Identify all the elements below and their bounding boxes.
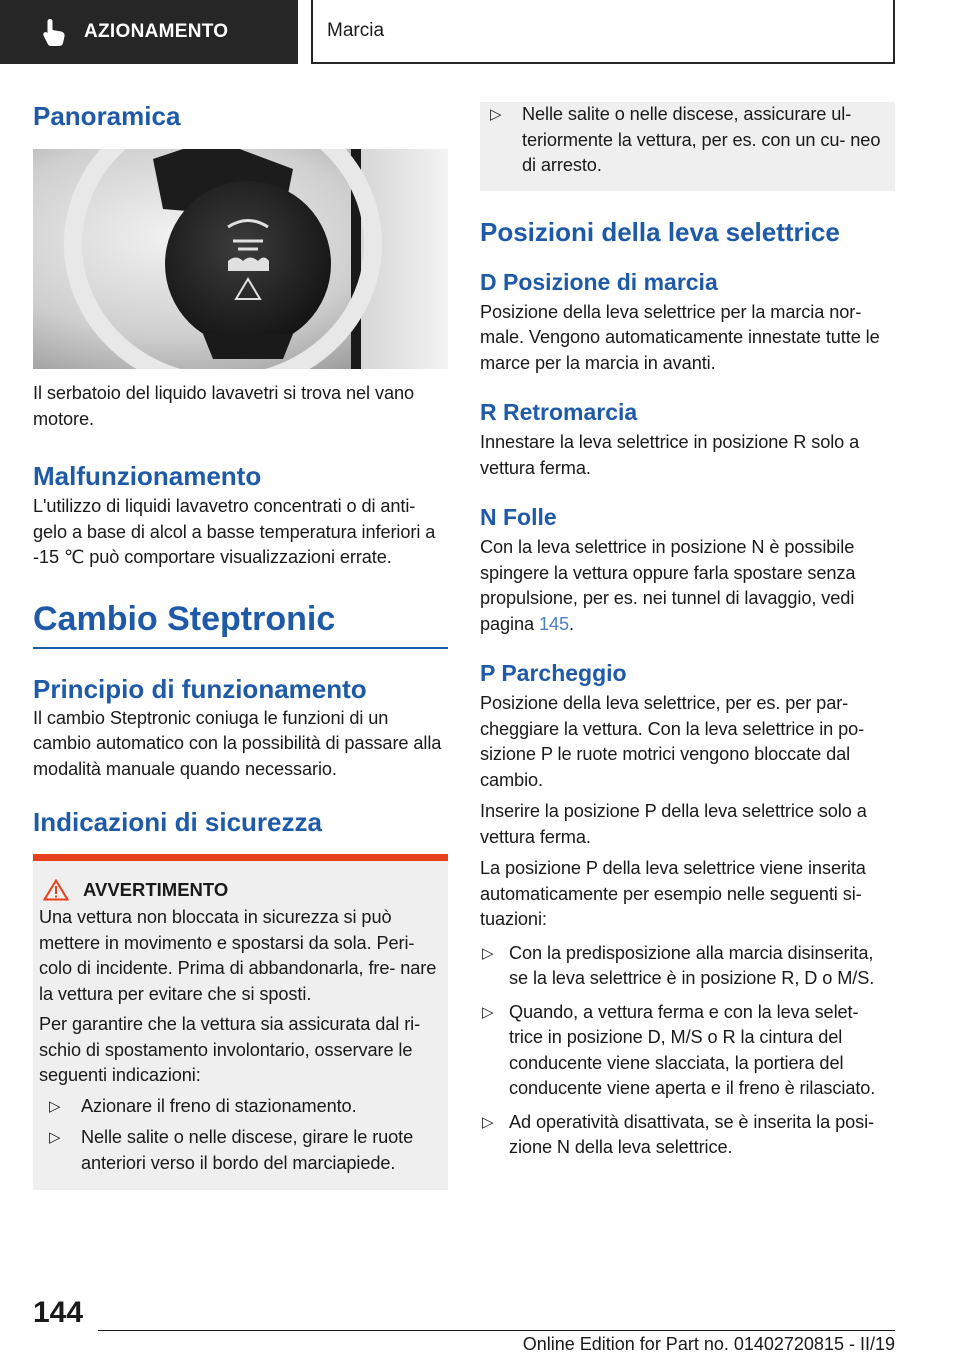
panoramica-text: Il serbatoio del liquido lavavetri si trova nel vano motore.	[33, 383, 414, 429]
heading-sicurezza: Indicazioni di sicurezza	[33, 807, 322, 837]
warning-text-2: Per garantire che la vettura sia assicurata dal ri- schio di spostamento involontario, osservare le seguenti indicazioni:	[39, 1014, 421, 1085]
heading-d: D Posizione di marcia	[480, 268, 718, 295]
chapter-underline	[33, 647, 448, 649]
list-item	[480, 1110, 895, 1161]
warning-box-continued	[480, 102, 895, 191]
p-bullet-3: Ad operatività disattivata, se è inserita la posi- zione N della leva selettrice.	[509, 1111, 875, 1157]
list-item	[39, 1094, 442, 1120]
p-bullet-2: Quando, a vettura ferma e con la leva selet- trice in posizione D, M/S o R la cintura del conducente viene slacciata, la portiera del conducente viene aperta e il freno è rilasciato.	[509, 1001, 876, 1098]
washer-reservoir-photo	[33, 149, 448, 369]
bullet-triangle-icon: ▷	[49, 1097, 61, 1115]
heading-r: R Retromarcia	[480, 399, 638, 425]
page-link-145[interactable]: 145	[538, 613, 570, 634]
n-text	[480, 535, 895, 637]
warning-triangle-icon	[43, 879, 69, 901]
heading-malfunzionamento: Malfunzionamento	[33, 461, 262, 491]
p-bullet-1: Con la predisposizione alla marcia disinserita, se la leva selettrice è in posizione R, D o M/S.	[509, 942, 875, 988]
principio-text: Il cambio Steptronic coniuga le funzioni di un cambio automatico con la possibilità di passare alla modalità manuale quando necessario.	[33, 707, 442, 779]
warning-header	[39, 879, 442, 901]
warning-bullet-1: Azionare il freno di stazionamento.	[81, 1095, 357, 1116]
list-item	[39, 1125, 442, 1176]
warning-bullet-2: Nelle salite o nelle discese, girare le ruote anteriori verso il bordo del marciapiede.	[81, 1127, 414, 1173]
list-item	[480, 1000, 895, 1102]
heading-panoramica: Panoramica	[33, 101, 181, 131]
heading-posizioni: Posizioni della leva selettrice	[480, 216, 840, 247]
malfunzionamento-text: L'utilizzo di liquidi lavavetro concentrati o di anti- gelo a base di alcol a basse temperatura inferiori a -15 ℃ può comportare visualizzazioni errate.	[33, 496, 436, 567]
hand-pointer-icon	[40, 17, 68, 47]
footer-divider	[98, 1330, 895, 1331]
footer-edition: Online Edition for Part no. 01402720815 - II/19	[522, 1334, 895, 1354]
list-item	[480, 941, 895, 992]
bullet-triangle-icon: ▷	[482, 1113, 494, 1131]
section-label: AZIONAMENTO	[84, 21, 229, 42]
left-column	[33, 100, 448, 1190]
bullet-triangle-icon: ▷	[49, 1129, 61, 1146]
bullet-triangle-icon: ▷	[490, 106, 502, 123]
r-text: Innestare la leva selettrice in posizione R solo a vettura ferma.	[480, 432, 860, 478]
warning-box	[33, 854, 448, 1190]
list-item	[480, 102, 887, 179]
chapter-title: Cambio Steptronic	[33, 599, 336, 638]
warning-bullet-3: Nelle salite o nelle discese, assicurare ul- teriormente la vettura, per es. con un cu- neo di arresto.	[522, 104, 881, 175]
p-text-1: Posizione della leva selettrice, per es. per par- cheggiare la vettura. Con la leva selettrice in po- sizione P le ruote motrici vengono bloccate dal cambio.	[480, 693, 865, 790]
d-text: Posizione della leva selettrice per la marcia nor- male. Vengono automaticamente innestate tutte le marce per la marcia in avanti.	[480, 301, 880, 373]
warning-label: AVVERTIMENTO	[83, 879, 229, 900]
heading-principio: Principio di funzionamento	[33, 673, 367, 704]
warning-top-bar	[33, 854, 448, 861]
n-text-main: Con la leva selettrice in posizione N è possibile spingere la vettura oppure farla spostare senza propulsione, per es. nei tunnel di lavaggio, vedi pagina	[480, 537, 856, 634]
heading-n: N Folle	[480, 504, 557, 530]
warning-text-1: Una vettura non bloccata in sicurezza si può mettere in movimento e spostarsi da sola. Peri- colo di incidente. Prima di abbandonarla, fre- nare la vettura per evitare che si sposti.	[39, 907, 437, 1004]
heading-p: P Parcheggio	[480, 660, 627, 686]
section-tab	[0, 0, 298, 64]
p-text-3: La posizione P della leva selettrice viene inserita automaticamente per esempio nelle seguenti si- tuazioni:	[480, 858, 866, 929]
right-column	[480, 102, 895, 1161]
washer-cap-image	[33, 149, 448, 369]
page-header-title: Marcia	[311, 0, 895, 64]
n-text-end: .	[569, 613, 574, 634]
page-number: 144	[33, 1296, 84, 1329]
p-text-2: Inserire la posizione P della leva selettrice solo a vettura ferma.	[480, 801, 867, 847]
bullet-triangle-icon: ▷	[482, 944, 494, 962]
bullet-triangle-icon: ▷	[482, 1003, 494, 1021]
